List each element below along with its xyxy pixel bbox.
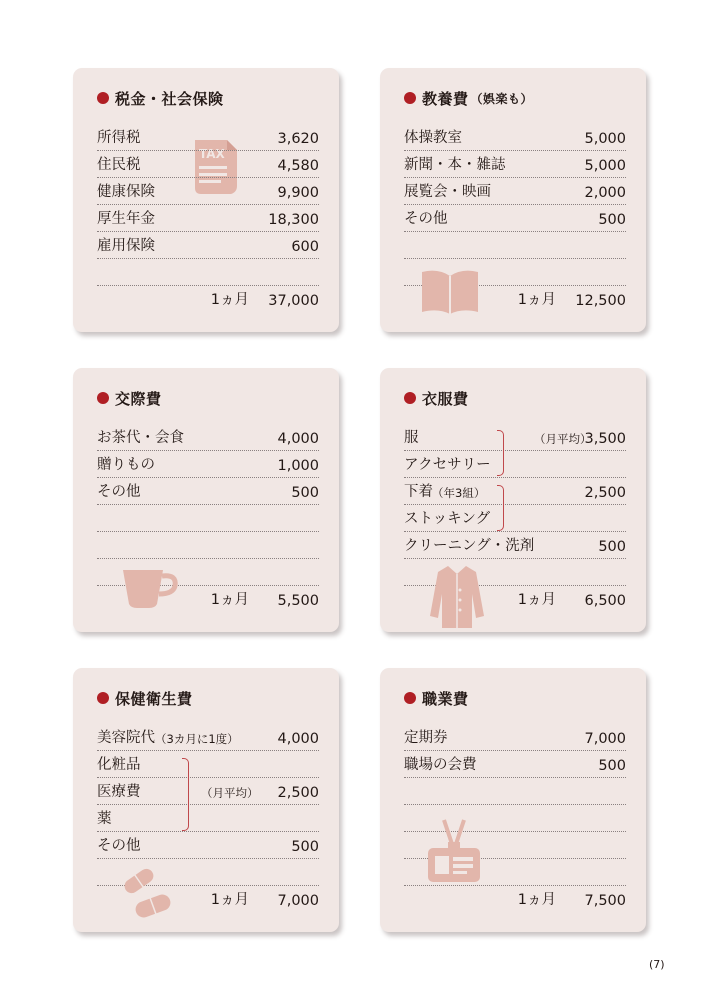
empty-row	[97, 504, 319, 532]
bullet-icon	[97, 92, 109, 104]
list-item: 住民税 4,580	[97, 150, 319, 178]
bullet-icon	[404, 692, 416, 704]
total-row: 1ヵ月 7,000	[210, 892, 319, 909]
list-item: 厚生年金 18,300	[97, 204, 319, 232]
list-item: クリーニング・洗剤 500	[404, 531, 626, 559]
bullet-icon	[97, 692, 109, 704]
card-title: 交際費	[97, 388, 162, 408]
list-item: 展覧会・映画 2,000	[404, 177, 626, 205]
id-badge-icon	[426, 818, 482, 884]
list-item: その他 500	[97, 831, 319, 859]
card-title: 教養費 （娯楽も）	[404, 88, 533, 108]
empty-row	[97, 258, 319, 286]
list-item: 健康保険 9,900	[97, 177, 319, 205]
card-clothing	[380, 368, 646, 632]
bullet-icon	[404, 92, 416, 104]
card-work	[380, 668, 646, 932]
list-item: アクセサリー	[404, 450, 626, 478]
list-item: 職場の会費 500	[404, 750, 626, 778]
bullet-icon	[404, 392, 416, 404]
empty-row	[404, 231, 626, 259]
card-title: 衣服費	[404, 388, 469, 408]
list-item: その他 500	[404, 204, 626, 232]
list-item: お茶代・会食 4,000	[97, 423, 319, 451]
page-number: (7)	[649, 958, 665, 971]
list-item: 所得税 3,620	[97, 123, 319, 151]
list-item: 化粧品	[97, 750, 319, 778]
card-title: 保健衛生費	[97, 688, 193, 708]
total-row: 1ヵ月 12,500	[517, 292, 626, 309]
total-row: 1ヵ月 6,500	[517, 592, 626, 609]
list-item: 下着 （年3組） 2,500	[404, 477, 626, 505]
card-tax	[73, 68, 339, 332]
list-item: 贈りもの 1,000	[97, 450, 319, 478]
total-row: 1ヵ月 5,500	[210, 592, 319, 609]
list-item: 新聞・本・雑誌 5,000	[404, 150, 626, 178]
list-item: ストッキング	[404, 504, 626, 532]
bracket	[497, 430, 504, 476]
list-item: 薬	[97, 804, 319, 832]
bullet-icon	[97, 392, 109, 404]
card-title: 税金・社会保険	[97, 88, 224, 108]
total-row: 1ヵ月 7,500	[517, 892, 626, 909]
card-health	[73, 668, 339, 932]
list-item: その他 500	[97, 477, 319, 505]
list-item: 雇用保険 600	[97, 231, 319, 259]
bracket	[497, 485, 504, 531]
list-item: 体操教室 5,000	[404, 123, 626, 151]
list-item: 医療費 （月平均） 2,500	[97, 777, 319, 805]
card-social	[73, 368, 339, 632]
empty-row	[404, 777, 626, 805]
list-item: 服 （月平均） 3,500	[404, 423, 626, 451]
total-row: 1ヵ月 37,000	[210, 292, 319, 309]
bracket	[182, 758, 189, 831]
tax-icon-text: TAX	[199, 147, 225, 161]
card-title: 職業費	[404, 688, 469, 708]
list-item: 美容院代 （3カ月に1度） 4,000	[97, 723, 319, 751]
card-education	[380, 68, 646, 332]
empty-row	[97, 531, 319, 559]
list-item: 定期券 7,000	[404, 723, 626, 751]
